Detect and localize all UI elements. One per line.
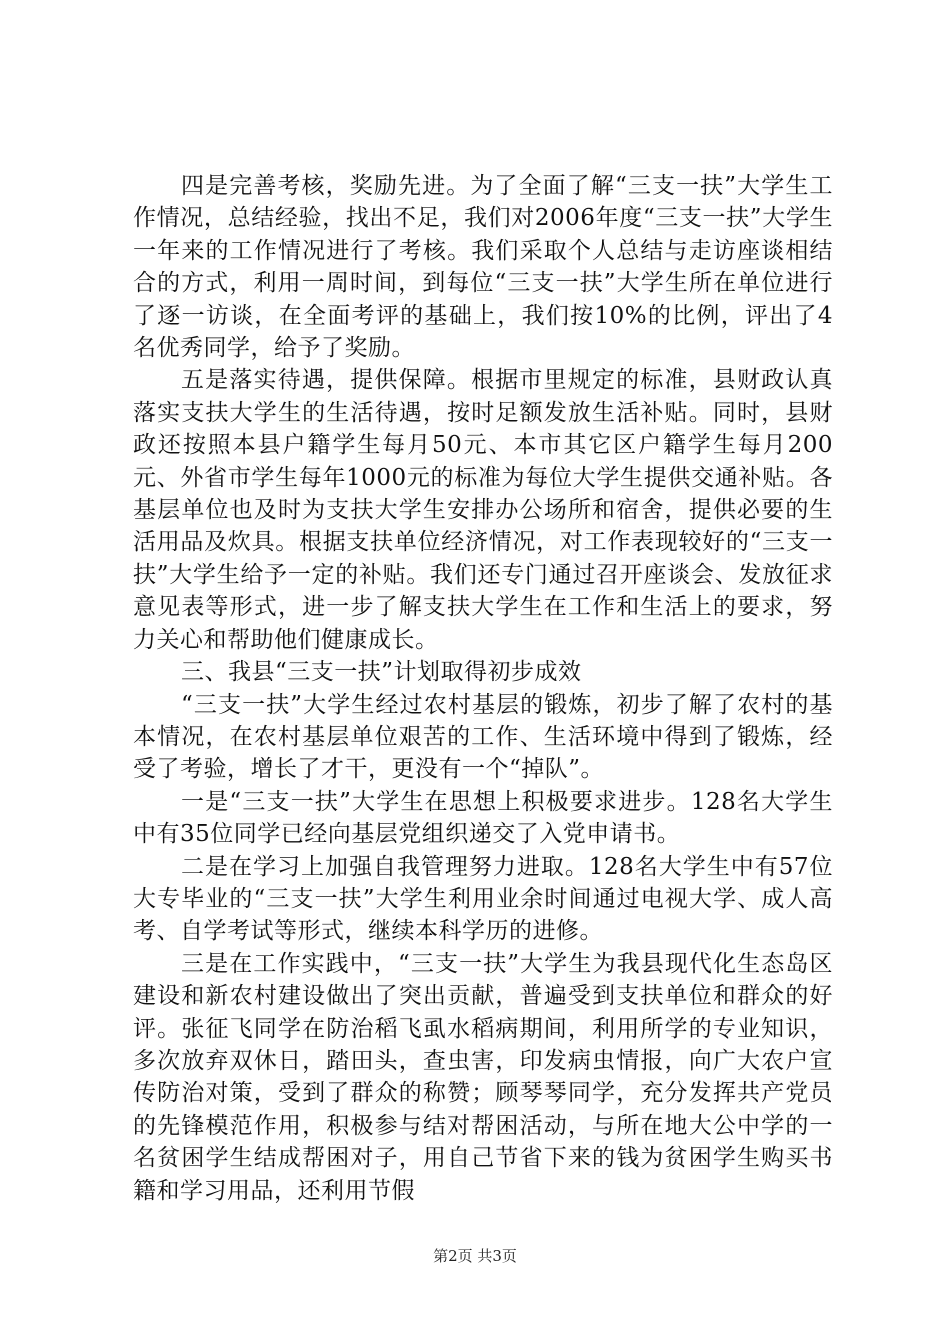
paragraph-benefits: 五是落实待遇，提供保障。根据市里规定的标准，县财政认真落实支扶大学生的生活待遇，按时足额发放生活补贴。同时，县财政还按照本县户籍学生每月50元、本市其它区户籍学生每月200元、外省市学生每年1000元的标准为每位大学生提供交通补贴。各基层单位也及时为支扶大学生安排办公场所和宿舍，提供必要的生活用品及炊具。根据支扶单位经济情况，对工作表现较好的“三支一扶”大学生给予一定的补贴。我们还专门通过召开座谈会、发放征求意见表等形式，进一步了解支扶大学生在工作和生活上的要求，努力关心和帮助他们健康成长。 <box>133 367 833 653</box>
section-heading: 三、我县“三支一扶”计划取得初步成效 <box>181 659 582 686</box>
paragraph-point-one: 一是“三支一扶”大学生在思想上积极要求进步。128名大学生中有35位同学已经向基层党组织递交了入党申请书。 <box>133 788 833 848</box>
paragraph-point-two: 二是在学习上加强自我管理努力进取。128名大学生中有57位大专毕业的“三支一扶”大学生利用业余时间通过电视大学、成人高考、自学考试等形式，继续本科学历的进修。 <box>133 853 833 945</box>
document-body <box>133 170 833 1207</box>
page-number-label: 第2页 共3页 <box>433 1247 517 1265</box>
paragraph-summary: “三支一扶”大学生经过农村基层的锻炼，初步了解了农村的基本情况，在农村基层单位艰苦的工作、生活环境中得到了锻炼，经受了考验，增长了才干，更没有一个“掉队”。 <box>133 691 833 783</box>
paragraph-point-three: 三是在工作实践中，“三支一扶”大学生为我县现代化生态岛区建设和新农村建设做出了突出贡献，普遍受到支扶单位和群众的好评。张征飞同学在防治稻飞虱水稻病期间，利用所学的专业知识，多次放弃双休日，踏田头，查虫害，印发病虫情报，向广大农户宣传防治对策，受到了群众的称赞；顾琴琴同学，充分发挥共产党员的先锋模范作用，积极参与结对帮困活动，与所在地大公中学的一名贫困学生结成帮困对子，用自己节省下来的钱为贫困学生购买书籍和学习用品，还利用节假 <box>133 950 833 1204</box>
paragraph-assessment: 四是完善考核，奖励先进。为了全面了解“三支一扶”大学生工作情况，总结经验，找出不足，我们对2006年度“三支一扶”大学生一年来的工作情况进行了考核。我们采取个人总结与走访座谈相结合的方式，利用一周时间，到每位“三支一扶”大学生所在单位进行了逐一访谈，在全面考评的基础上，我们按10%的比例，评出了4名优秀同学，给予了奖励。 <box>133 173 833 362</box>
page-footer <box>0 1245 950 1266</box>
